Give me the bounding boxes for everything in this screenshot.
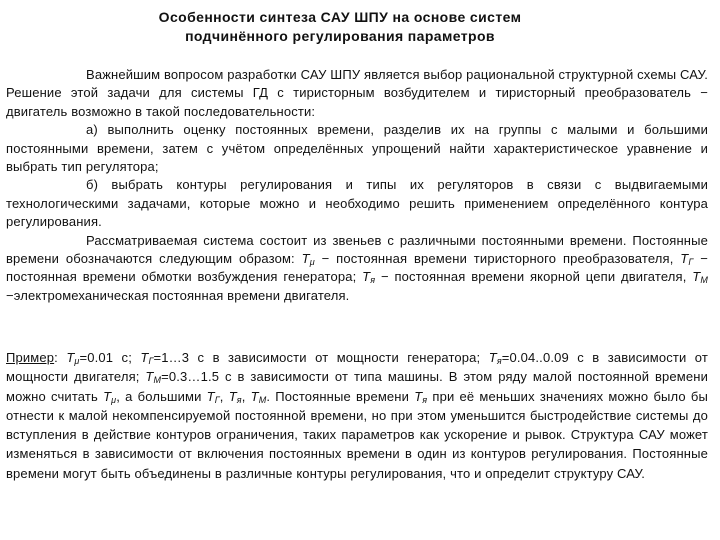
- p4-part-d: − постоянная времени якорной цепи двигателя,: [375, 269, 693, 285]
- ex-part-b: =0.01 с;: [79, 350, 141, 365]
- example-label: Пример: [6, 350, 55, 365]
- ex-part-d: =0.04..0.09 с в зависимости от мощности двигателя;: [6, 350, 708, 385]
- page-title: [0, 8, 680, 46]
- ex-part-f: , а большими: [116, 388, 207, 404]
- paragraph-time-constants: [6, 232, 708, 306]
- symbol-T-m: $T_М$: [692, 269, 708, 286]
- ex-comma-1: ,: [219, 388, 229, 404]
- ex-T-g-2: $T_Г$: [206, 388, 220, 405]
- p4-part-a: Рассматриваемая система состоит из звеньев с различными постоянными времени. Постоянные времени обозначаются следующим образом:: [6, 232, 708, 267]
- ex-T-g: $T_Г$: [140, 350, 154, 366]
- ex-T-mu: $T_\mu$: [66, 350, 80, 366]
- p4-part-c: − постоянная времени обмотки возбуждения генератора;: [6, 251, 708, 285]
- ex-T-ya: $T_я$: [488, 350, 502, 366]
- p4-part-e: −электромеханическая постоянная времени двигателя.: [6, 287, 350, 303]
- ex-part-c: =1…3 с в зависимости от мощности генератора;: [153, 350, 489, 365]
- paragraph-intro: Важнейшим вопросом разработки САУ ШПУ является выбор рациональной структурной схемы САУ. Решение этой задачи для системы ГД с тиристорным возбудителем и тиристорный преобразователь − двигатель возможно в такой последовательности:: [6, 67, 708, 119]
- title-line-1: Особенности синтеза САУ ШПУ на основе систем: [158, 9, 522, 25]
- symbol-T-ya: $T_я$: [362, 269, 376, 286]
- body-text: [6, 66, 708, 305]
- paragraph-step-b: б) выбрать контуры регулирования и типы их регуляторов в связи с выдвигаемыми технологическими задачами, которые можно и необходимо решить применением определённого контура регулирования.: [6, 177, 708, 230]
- ex-colon: :: [54, 350, 67, 365]
- ex-part-g: . Постоянные времени: [266, 388, 415, 404]
- paragraph-step-a: а) выполнить оценку постоянных времени, разделив их на группы с малыми и большими постоянными времени, затем с учётом определённых упрощений найти характеристическое уравнение и выбрать тип регулятора;: [6, 122, 708, 175]
- ex-T-m-2: $T_М$: [250, 388, 267, 405]
- title-line-2: подчинённого регулирования параметров: [185, 28, 495, 44]
- ex-part-e: =0.3…1.5 с в зависимости от типа машины. В этом ряду малой постоянной времени можно считать: [6, 369, 708, 404]
- symbol-T-g: $T_Г$: [680, 251, 694, 268]
- p4-part-b: − постоянная времени тиристорного преобразователя,: [314, 251, 681, 267]
- ex-T-ya-2: $T_я$: [228, 388, 242, 405]
- example-paragraph: [6, 348, 708, 483]
- ex-T-ya-3: $T_я$: [414, 388, 428, 405]
- ex-T-mu-2: $T_\mu$: [103, 388, 117, 405]
- ex-comma-2: ,: [241, 388, 251, 404]
- ex-part-h: при её меньших значениях можно было бы отнести к малой некомпенсируемой постоянной времени, но при этом уменьшится быстродействие системы до вступления в действие контуров ограничения, таких параметров как ускорение и рывок. Структура САУ может изменяться в зависимости от включения постоянных времени в один из контуров регулирования. Постоянные времени могут быть объединены в различные контуры регулирования, что и определит структуру САУ.: [6, 388, 709, 481]
- ex-T-m: $T_М$: [145, 369, 162, 386]
- symbol-T-mu: $T_\mu$: [301, 251, 315, 268]
